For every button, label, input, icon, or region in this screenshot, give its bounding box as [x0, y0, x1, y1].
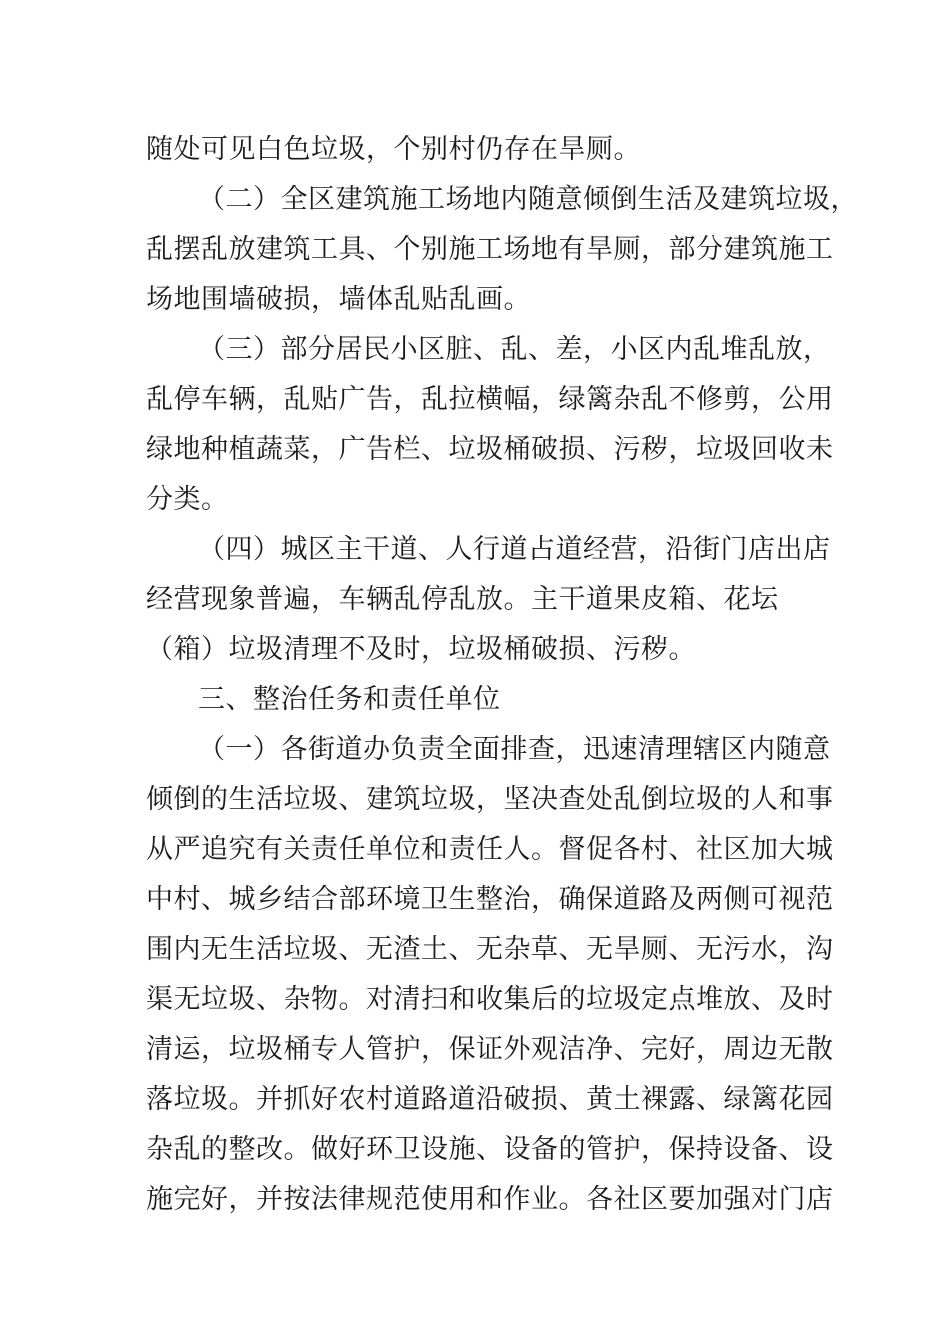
text-line: 清运，垃圾桶专人管护，保证外观洁净、完好，周边无散: [146, 1034, 834, 1065]
paragraph-heading-2: （二）全区建筑施工场地内随意倾倒生活及建筑垃圾，: [198, 184, 858, 215]
text-line: 落垃圾。并抓好农村道路道沿破损、黄土裸露、绿篱花园: [146, 1084, 834, 1115]
text-line: 围内无生活垃圾、无渣土、无杂草、无旱厕、无污水，沟: [146, 934, 834, 965]
text-line: 杂乱的整改。做好环卫设施、设备的管护，保持设备、设: [146, 1134, 834, 1165]
text-line: 乱停车辆，乱贴广告，乱拉横幅，绿篱杂乱不修剪，公用: [146, 384, 834, 415]
text-line: 中村、城乡结合部环境卫生整治，确保道路及两侧可视范: [146, 884, 834, 915]
text-line: 随处可见白色垃圾，个别村仍存在旱厕。: [146, 134, 641, 165]
section-heading: 三、整治任务和责任单位: [198, 684, 501, 715]
text-line: 倾倒的生活垃圾、建筑垃圾，坚决查处乱倒垃圾的人和事: [146, 784, 834, 815]
text-line: 场地围墙破损，墙体乱贴乱画。: [146, 284, 531, 315]
paragraph-heading-3: （三）部分居民小区脏、乱、差，小区内乱堆乱放，: [198, 334, 831, 365]
text-line: （箱）垃圾清理不及时，垃圾桶破损、污秽。: [146, 634, 696, 665]
text-line: 分类。: [146, 484, 229, 515]
text-line: 渠无垃圾、杂物。对清扫和收集后的垃圾定点堆放、及时: [146, 984, 834, 1015]
text-line: 从严追究有关责任单位和责任人。督促各村、社区加大城: [146, 834, 834, 865]
text-line: 乱摆乱放建筑工具、个别施工场地有旱厕，部分建筑施工: [146, 234, 834, 265]
text-line: 施完好，并按法律规范使用和作业。各社区要加强对门店: [146, 1184, 834, 1215]
paragraph-heading-4: （四）城区主干道、人行道占道经营，沿街门店出店: [198, 534, 831, 565]
text-line: 经营现象普遍，车辆乱停乱放。主干道果皮箱、花坛: [146, 584, 779, 615]
text-line: 绿地种植蔬菜，广告栏、垃圾桶破损、污秽，垃圾回收未: [146, 434, 834, 465]
paragraph-heading-1: （一）各街道办负责全面排查，迅速清理辖区内随意: [198, 734, 831, 765]
